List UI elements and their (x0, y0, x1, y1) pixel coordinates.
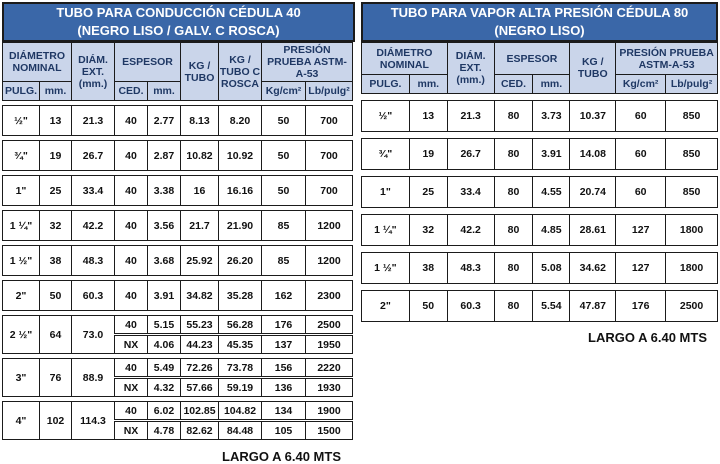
cell: 55.23 (181, 316, 219, 335)
cell: 700 (306, 176, 353, 206)
cell: 2 ½" (3, 316, 40, 354)
table-row (2, 105, 353, 136)
cell: 32 (409, 215, 447, 246)
cell: 850 (666, 101, 718, 132)
cell: 2" (3, 281, 40, 311)
cell: 40 (115, 211, 148, 241)
col-header-mm-espesor: mm. (533, 75, 570, 94)
cell: 80 (494, 139, 533, 170)
column-headers-right (361, 42, 718, 94)
cell: 10.82 (181, 141, 219, 171)
cell: 114.3 (72, 402, 115, 440)
title-line-1: TUBO PARA CONDUCCIÓN CÉDULA 40 (56, 5, 301, 20)
cell: 2.87 (148, 141, 181, 171)
cell: 162 (262, 281, 306, 311)
table-vapor-cedula-80 (361, 2, 718, 345)
cell: 3.91 (533, 139, 570, 170)
cell: 21.3 (447, 101, 494, 132)
col-header-mm-espesor: mm. (148, 82, 181, 101)
cell: 60.3 (72, 281, 115, 311)
cell: 1950 (306, 335, 353, 354)
cell: 42.2 (72, 211, 115, 241)
cell: NX (115, 378, 148, 397)
table-row (2, 140, 353, 171)
cell: ½" (362, 101, 410, 132)
cell: 1 ¼" (3, 211, 40, 241)
cell: 1200 (306, 246, 353, 276)
cell: 45.35 (219, 335, 262, 354)
cell: 5.49 (148, 359, 181, 378)
cell: 3.91 (148, 281, 181, 311)
cell: 102.85 (181, 402, 219, 421)
cell: 1500 (306, 421, 353, 440)
cell: 21.3 (72, 106, 115, 136)
footer-note-right: LARGO A 6.40 MTS (588, 330, 707, 345)
table-row (361, 176, 718, 208)
col-header-kg-tubo-c-rosca: KG / TUBO C ROSCA (219, 43, 262, 101)
cell: 26.20 (219, 246, 262, 276)
cell: NX (115, 335, 148, 354)
cell: 28.61 (570, 215, 616, 246)
cell: 3.56 (148, 211, 181, 241)
cell: 73.0 (72, 316, 115, 354)
cell: 47.87 (570, 291, 616, 322)
cell: 850 (666, 139, 718, 170)
col-header-espesor: ESPESOR (115, 43, 181, 82)
cell: 1200 (306, 211, 353, 241)
col-header-lb-pulg2: Lb/pulg² (666, 75, 718, 94)
cell: 136 (262, 378, 306, 397)
cell: 85 (262, 211, 306, 241)
cell: 32 (40, 211, 72, 241)
cell: 84.48 (219, 421, 262, 440)
col-header-kg-cm2: Kg/cm² (262, 82, 306, 101)
cell: 3" (3, 359, 40, 397)
col-header-lb-pulg2: Lb/pulg² (306, 82, 353, 101)
cell: 8.13 (181, 106, 219, 136)
cell: 57.66 (181, 378, 219, 397)
col-header-pulg: PULG. (362, 75, 410, 94)
cell: 42.2 (447, 215, 494, 246)
cell: 1 ¼" (362, 215, 410, 246)
cell: 5.54 (533, 291, 570, 322)
cell: 82.62 (181, 421, 219, 440)
cell: 134 (262, 402, 306, 421)
cell: 1800 (666, 253, 718, 284)
cell: 14.08 (570, 139, 616, 170)
cell: 16 (181, 176, 219, 206)
cell: 1" (362, 177, 410, 208)
cell: ½" (3, 106, 40, 136)
cell: 40 (115, 316, 148, 335)
cell: 50 (409, 291, 447, 322)
cell: 1900 (306, 402, 353, 421)
cell: 16.16 (219, 176, 262, 206)
cell: 700 (306, 106, 353, 136)
cell: 3.38 (148, 176, 181, 206)
cell: 1" (3, 176, 40, 206)
cell: 2500 (306, 316, 353, 335)
title-line-2: (NEGRO LISO) (494, 23, 585, 38)
cell: 34.62 (570, 253, 616, 284)
footer-note-left: LARGO A 6.40 MTS (222, 449, 341, 464)
cell: 60 (616, 101, 666, 132)
table-row (2, 210, 353, 241)
col-header-presion-prueba: PRESIÓN PRUEBA ASTM-A-53 (262, 43, 353, 82)
cell: 2.77 (148, 106, 181, 136)
cell: 56.28 (219, 316, 262, 335)
cell: 700 (306, 141, 353, 171)
cell: 33.4 (72, 176, 115, 206)
cell: ¾" (3, 141, 40, 171)
cell: 3.73 (533, 101, 570, 132)
cell: 4.55 (533, 177, 570, 208)
cell: 5.08 (533, 253, 570, 284)
table-row (361, 290, 718, 322)
col-header-espesor: ESPESOR (494, 43, 570, 75)
cell: 2300 (306, 281, 353, 311)
cell: 5.15 (148, 316, 181, 335)
cell: 59.19 (219, 378, 262, 397)
title-line-1: TUBO PARA VAPOR ALTA PRESIÓN CÉDULA 80 (390, 5, 689, 20)
cell: 19 (409, 139, 447, 170)
table-row (2, 175, 353, 206)
cell: 105 (262, 421, 306, 440)
col-header-diametro-nominal: DIÁMETRO NOMINAL (362, 43, 448, 75)
table-row (2, 401, 353, 440)
cell: 850 (666, 177, 718, 208)
cell: 38 (40, 246, 72, 276)
cell: 8.20 (219, 106, 262, 136)
cell: 64 (40, 316, 72, 354)
cell: 72.26 (181, 359, 219, 378)
cell: 40 (115, 281, 148, 311)
cell: 2220 (306, 359, 353, 378)
table-row (361, 214, 718, 246)
cell: 50 (262, 141, 306, 171)
cell: 13 (40, 106, 72, 136)
cell: 48.3 (447, 253, 494, 284)
cell: 50 (262, 106, 306, 136)
cell: 26.7 (447, 139, 494, 170)
table-title-right (361, 2, 718, 42)
cell: 2500 (666, 291, 718, 322)
cell: 33.4 (447, 177, 494, 208)
table-row (2, 358, 353, 397)
cell: 10.37 (570, 101, 616, 132)
data-rows-left (2, 105, 355, 440)
data-rows-right (361, 100, 718, 322)
cell: 60 (616, 177, 666, 208)
col-header-ced: CED. (494, 75, 533, 94)
table-row (2, 315, 353, 354)
cell: 40 (115, 141, 148, 171)
cell: 21.90 (219, 211, 262, 241)
cell: 76 (40, 359, 72, 397)
cell: 19 (40, 141, 72, 171)
cell: 80 (494, 101, 533, 132)
cell: 80 (494, 253, 533, 284)
cell: 10.92 (219, 141, 262, 171)
cell: 38 (409, 253, 447, 284)
table-conduccion-cedula-40 (2, 2, 355, 464)
cell: 176 (616, 291, 666, 322)
cell: 25.92 (181, 246, 219, 276)
cell: 127 (616, 215, 666, 246)
cell: 1 ½" (3, 246, 40, 276)
col-header-mm: mm. (40, 82, 72, 101)
table-row (361, 100, 718, 132)
cell: 2" (362, 291, 410, 322)
col-header-diam-ext: DIÁM. EXT. (mm.) (72, 43, 115, 101)
cell: 1800 (666, 215, 718, 246)
cell: 4" (3, 402, 40, 440)
cell: 40 (115, 359, 148, 378)
cell: 35.28 (219, 281, 262, 311)
cell: 48.3 (72, 246, 115, 276)
col-header-mm: mm. (409, 75, 447, 94)
cell: 137 (262, 335, 306, 354)
col-header-ced: CED. (115, 82, 148, 101)
cell: 60 (616, 139, 666, 170)
table-row (361, 138, 718, 170)
cell: 50 (40, 281, 72, 311)
cell: 50 (262, 176, 306, 206)
cell: 176 (262, 316, 306, 335)
cell: 20.74 (570, 177, 616, 208)
cell: 80 (494, 177, 533, 208)
cell: 40 (115, 106, 148, 136)
cell: 25 (409, 177, 447, 208)
cell: NX (115, 421, 148, 440)
col-header-presion-prueba: PRESIÓN PRUEBA ASTM-A-53 (616, 43, 718, 75)
col-header-kg-tubo: KG / TUBO (570, 43, 616, 94)
col-header-kg-tubo: KG / TUBO (181, 43, 219, 101)
cell: 85 (262, 246, 306, 276)
cell: 13 (409, 101, 447, 132)
cell: 102 (40, 402, 72, 440)
cell: 104.82 (219, 402, 262, 421)
col-header-diam-ext: DIÁM. EXT. (mm.) (447, 43, 494, 94)
cell: 4.85 (533, 215, 570, 246)
cell: 80 (494, 291, 533, 322)
column-headers-left (2, 42, 353, 101)
cell: 1 ½" (362, 253, 410, 284)
cell: 60.3 (447, 291, 494, 322)
table-row (2, 280, 353, 311)
cell: 25 (40, 176, 72, 206)
table-row (361, 252, 718, 284)
cell: ¾" (362, 139, 410, 170)
cell: 4.32 (148, 378, 181, 397)
cell: 44.23 (181, 335, 219, 354)
cell: 6.02 (148, 402, 181, 421)
cell: 156 (262, 359, 306, 378)
cell: 40 (115, 402, 148, 421)
table-title-left (2, 2, 355, 42)
cell: 1930 (306, 378, 353, 397)
cell: 40 (115, 176, 148, 206)
cell: 26.7 (72, 141, 115, 171)
cell: 21.7 (181, 211, 219, 241)
col-header-pulg: PULG. (3, 82, 40, 101)
cell: 34.82 (181, 281, 219, 311)
cell: 40 (115, 246, 148, 276)
table-row (2, 245, 353, 276)
cell: 88.9 (72, 359, 115, 397)
cell: 73.78 (219, 359, 262, 378)
cell: 80 (494, 215, 533, 246)
title-line-2: (NEGRO LISO / GALV. C ROSCA) (77, 23, 280, 38)
cell: 4.06 (148, 335, 181, 354)
cell: 127 (616, 253, 666, 284)
cell: 4.78 (148, 421, 181, 440)
col-header-diametro-nominal: DIÁMETRO NOMINAL (3, 43, 72, 82)
col-header-kg-cm2: Kg/cm² (616, 75, 666, 94)
cell: 3.68 (148, 246, 181, 276)
